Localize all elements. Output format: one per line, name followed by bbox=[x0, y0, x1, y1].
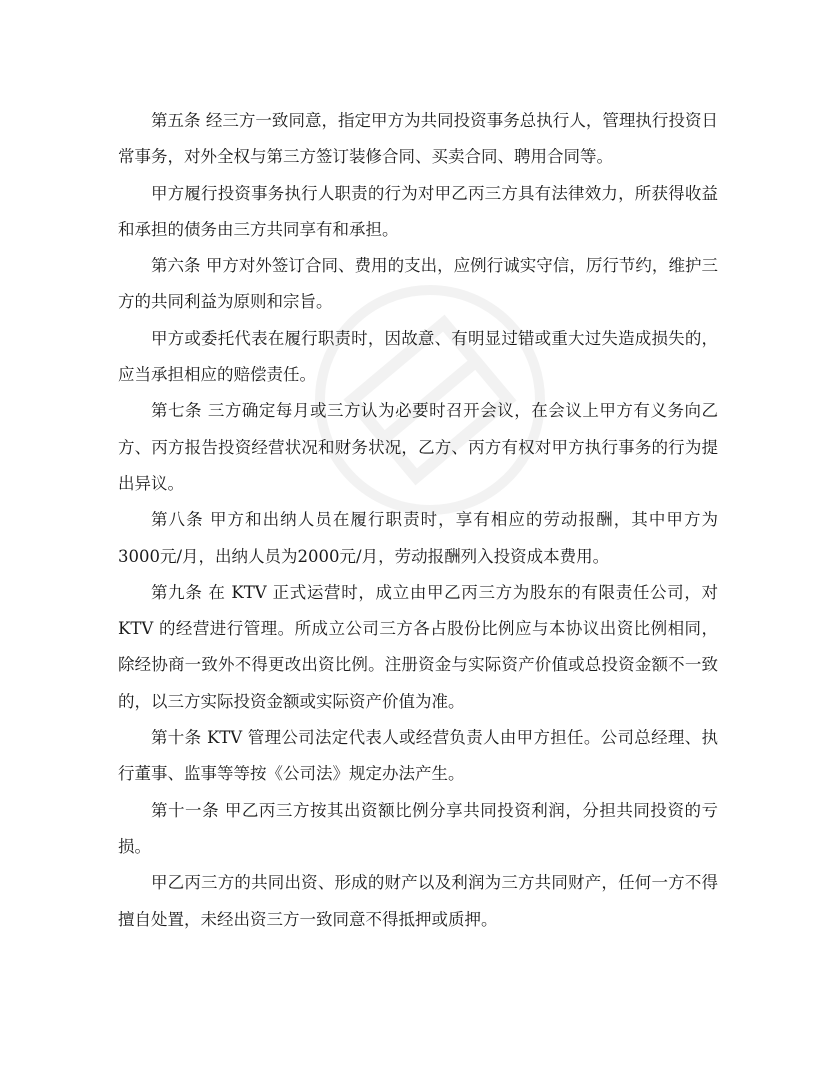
document-body bbox=[118, 103, 718, 938]
paragraph-article-5-detail: 甲方履行投资事务执行人职责的行为对甲乙丙三方具有法律效力，所获得收益和承担的债务由三方共同享有和承担。 bbox=[118, 183, 718, 239]
paragraph-article-7: 第七条 三方确定每月或三方认为必要时召开会议，在会议上甲方有义务向乙方、丙方报告投资经营状况和财务状况，乙方、丙方有权对甲方执行事务的行为提出异议。 bbox=[118, 401, 718, 493]
paragraph-article-11-detail: 甲乙丙三方的共同出资、形成的财产以及利润为三方共同财产，任何一方不得擅自处置，未经出资三方一致同意不得抵押或质押。 bbox=[118, 873, 718, 929]
paragraph-article-6: 第六条 甲方对外签订合同、费用的支出，应例行诚实守信，厉行节约，维护三方的共同利益为原则和宗旨。 bbox=[118, 256, 718, 312]
paragraph-article-11: 第十一条 甲乙丙三方按其出资额比例分享共同投资利润，分担共同投资的亏损。 bbox=[118, 800, 718, 856]
paragraph-article-6-detail: 甲方或委托代表在履行职责时，因故意、有明显过错或重大过失造成损失的，应当承担相应的赔偿责任。 bbox=[118, 328, 718, 385]
paragraph-article-10: 第十条 KTV 管理公司法定代表人或经营负责人由甲方担任。公司总经理、执行董事、监事等等按《公司法》规定办法产生。 bbox=[118, 728, 718, 784]
paragraph-article-8: 第八条 甲方和出纳人员在履行职责时，享有相应的劳动报酬，其中甲方为3000元/月，出纳人员为2000元/月，劳动报酬列入投资成本费用。 bbox=[118, 510, 718, 566]
paragraph-article-9: 第九条 在 KTV 正式运营时，成立由甲乙丙三方为股东的有限责任公司，对KTV 的经营进行管理。所成立公司三方各占股份比例应与本协议出资比例相同，除经协商一致外不得更改出资比例。注册资金与实际资产价值或总投资金额不一致的，以三方实际投资金额或实际资产价值为准。 bbox=[118, 582, 718, 711]
paragraph-article-5: 第五条 经三方一致同意，指定甲方为共同投资事务总执行人，管理执行投资日常事务，对外全权与第三方签订装修合同、买卖合同、聘用合同等。 bbox=[118, 111, 718, 167]
